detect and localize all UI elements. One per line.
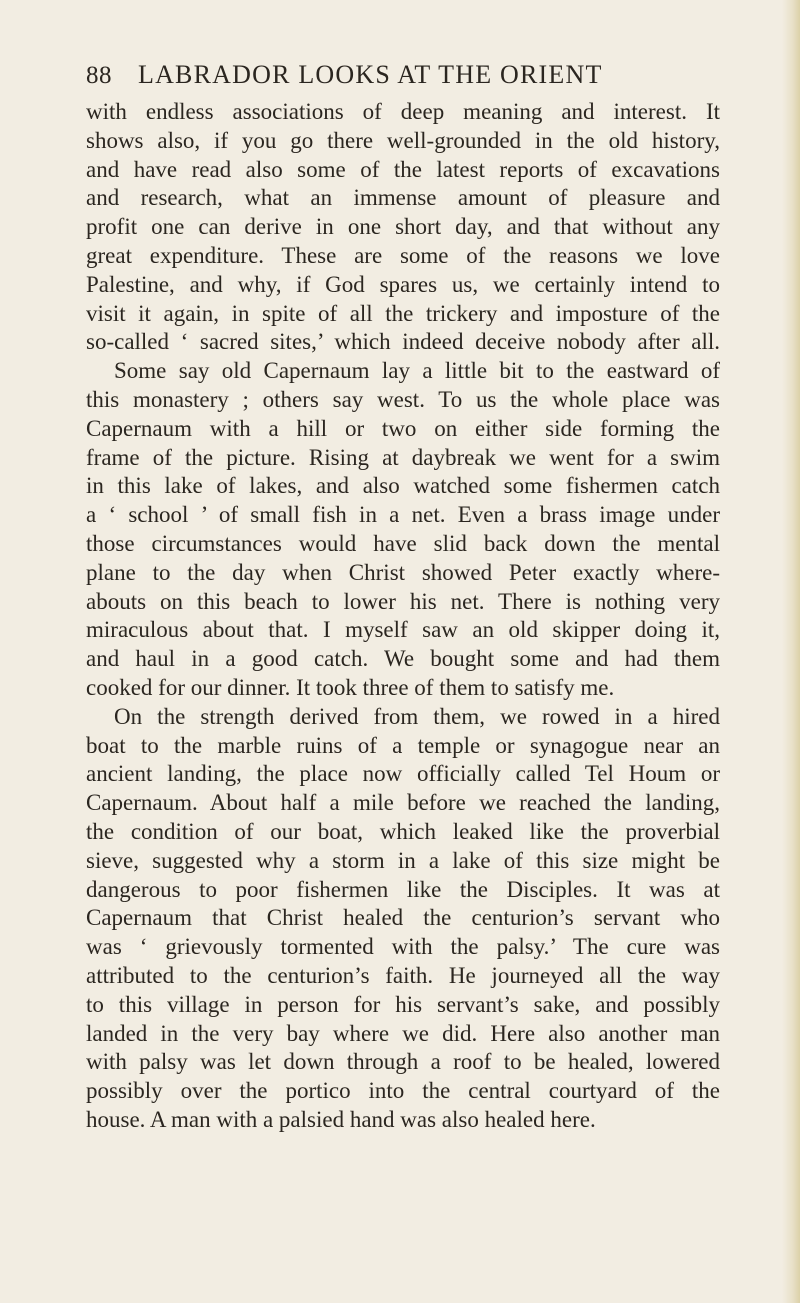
text-line: shows also, if you go there well-grounded in the old history, — [86, 127, 720, 153]
text-line: and have read also some of the latest reports of excavations — [86, 156, 720, 182]
page-header — [86, 60, 716, 94]
text-line: and research, what an immense amount of pleasure and — [86, 185, 720, 211]
running-title: LABRADOR LOOKS AT THE ORIENT — [138, 60, 603, 89]
text-line: plane to the day when Christ showed Peter exactly where- — [86, 559, 720, 585]
text-line: possibly over the portico into the central courtyard of the — [86, 1078, 720, 1104]
text-line: boat to the marble ruins of a temple or synagogue near an — [86, 732, 720, 758]
text-line: dangerous to poor fishermen like the Disciples. It was at — [86, 876, 720, 902]
text-line: to this village in person for his servant’s sake, and possibly — [86, 991, 720, 1017]
text-line-paragraph-end: house. A man with a palsied hand was also healed here. — [86, 1106, 596, 1132]
text-line: the condition of our boat, which leaked like the proverbial — [86, 818, 720, 844]
text-line-paragraph-start: Some say old Capernaum lay a little bit to the eastward of — [114, 358, 720, 384]
text-line: attributed to the centurion’s faith. He journeyed all the way — [86, 962, 720, 988]
text-line: profit one can derive in one short day, and that without any — [86, 214, 720, 240]
text-line: and haul in a good catch. We bought some and had them — [86, 646, 720, 672]
text-line: with endless associations of deep meaning and interest. It — [86, 99, 720, 124]
text-line-paragraph-end: cooked for our dinner. It took three of them to satisfy me. — [86, 674, 615, 700]
text-line: sieve, suggested why a storm in a lake of this size might be — [86, 847, 720, 873]
text-line: Palestine, and why, if God spares us, we certainly intend to — [86, 271, 720, 297]
text-line: Capernaum. About half a mile before we reached the landing, — [86, 790, 720, 816]
text-line-paragraph-start: On the strength derived from them, we rowed in a hired — [114, 703, 720, 729]
text-line: frame of the picture. Rising at daybreak we went for a swim — [86, 444, 720, 470]
text-line: miraculous about that. I myself saw an old skipper doing it, — [86, 617, 720, 643]
text-line: those circumstances would have slid back down the mental — [86, 530, 720, 556]
text-line: abouts on this beach to lower his net. There is nothing very — [86, 588, 720, 614]
text-line: this monastery ; others say west. To us the whole place was — [86, 386, 720, 412]
text-line: so-called ‘ sacred sites,’ which indeed deceive nobody after all. — [86, 329, 720, 355]
text-line: with palsy was let down through a roof to be healed, lowered — [86, 1049, 720, 1075]
text-line: Capernaum with a hill or two on either side forming the — [86, 415, 720, 441]
page-number: 88 — [86, 62, 112, 89]
text-line: Capernaum that Christ healed the centurion’s servant who — [86, 905, 720, 931]
text-line: ancient landing, the place now officially called Tel Houm or — [86, 761, 720, 787]
text-line: was ‘ grievously tormented with the palsy.’ The cure was — [86, 934, 720, 960]
text-line: landed in the very bay where we did. Here also another man — [86, 1020, 720, 1046]
page-edge-shadow — [782, 0, 800, 1303]
body-text — [86, 98, 720, 1135]
text-line: great expenditure. These are some of the reasons we love — [86, 242, 720, 268]
text-line: visit it again, in spite of all the trickery and imposture of the — [86, 300, 720, 326]
text-line: a ‘ school ’ of small fish in a net. Even a brass image under — [86, 502, 720, 528]
text-line: in this lake of lakes, and also watched some fishermen catch — [86, 473, 720, 499]
